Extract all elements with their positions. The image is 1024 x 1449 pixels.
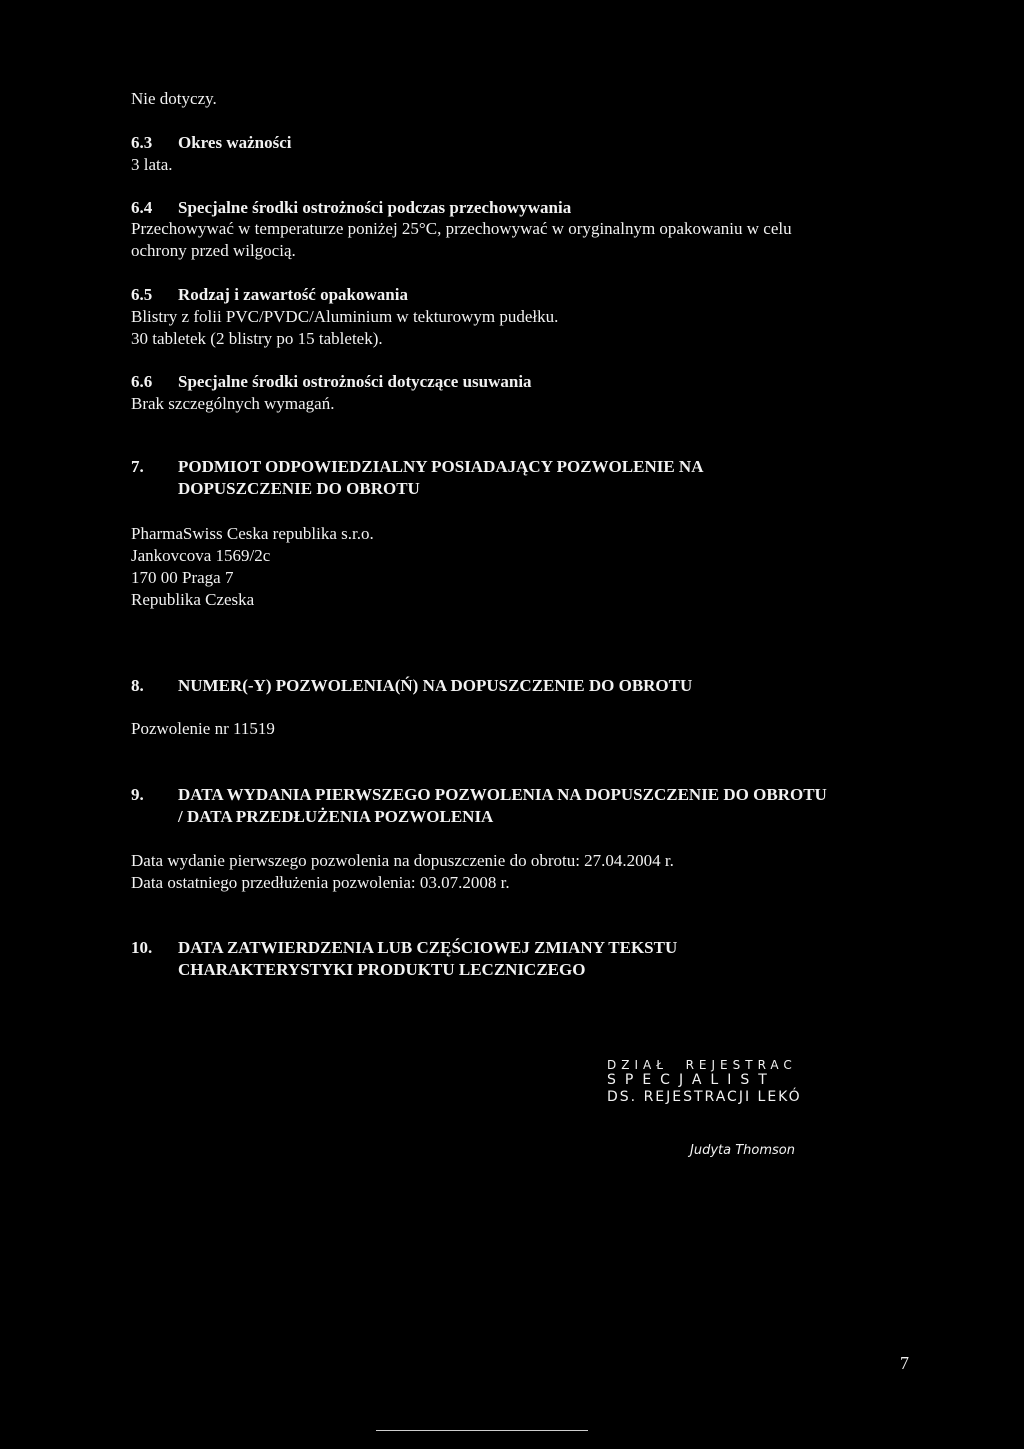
- stamp-line-2: SPECJALIST: [607, 1072, 776, 1088]
- section-8-number: 8.: [131, 676, 144, 695]
- section-7-number: 7.: [131, 457, 144, 476]
- stamp-line-1: DZIAŁ REJESTRAC: [607, 1058, 797, 1072]
- section-8-text: Pozwolenie nr 11519: [131, 719, 275, 738]
- holder-city: 170 00 Praga 7: [131, 568, 234, 587]
- section-6-5-text-line-1: Blistry z folii PVC/PVDC/Aluminium w tekturowym pudełku.: [131, 307, 559, 326]
- holder-company: PharmaSwiss Ceska republika s.r.o.: [131, 524, 374, 543]
- section-6-5-heading: Rodzaj i zawartość opakowania: [178, 285, 408, 304]
- section-7-heading-line-2: DOPUSZCZENIE DO OBROTU: [178, 479, 420, 498]
- first-authorisation-date: Data wydanie pierwszego pozwolenia na dopuszczenie do obrotu: 27.04.2004 r.: [131, 851, 674, 870]
- section-6-4-text-line-2: ochrony przed wilgocią.: [131, 241, 296, 260]
- section-6-5-number: 6.5: [131, 285, 153, 304]
- section-6-6-number: 6.6: [131, 372, 153, 391]
- intro-text: Nie dotyczy.: [131, 89, 217, 108]
- section-6-4-number: 6.4: [131, 198, 153, 217]
- section-6-4-text-line-1: Przechowywać w temperaturze poniżej 25°C, przechowywać w oryginalnym opakowaniu w celu: [131, 219, 792, 238]
- signature: Judyta Thomson: [690, 1143, 795, 1158]
- section-7-heading-line-1: PODMIOT ODPOWIEDZIALNY POSIADAJĄCY POZWOLENIE NA: [178, 457, 704, 476]
- section-6-4-heading: Specjalne środki ostrożności podczas przechowywania: [178, 198, 572, 217]
- section-8-heading: NUMER(-Y) POZWOLENIA(Ń) NA DOPUSZCZENIE DO OBROTU: [178, 676, 693, 695]
- renewal-date: Data ostatniego przedłużenia pozwolenia: 03.07.2008 r.: [131, 873, 510, 892]
- section-6-6-text: Brak szczególnych wymagań.: [131, 394, 335, 413]
- holder-country: Republika Czeska: [131, 590, 255, 609]
- section-9-number: 9.: [131, 785, 144, 804]
- stamp-line-3: DS. REJESTRACJI LEKÓ: [607, 1089, 802, 1105]
- section-6-3-text: 3 lata.: [131, 155, 173, 174]
- section-6-6-heading: Specjalne środki ostrożności dotyczące usuwania: [178, 372, 532, 391]
- section-6-3-number: 6.3: [131, 133, 153, 152]
- section-10-heading-line-2: CHARAKTERYSTYKI PRODUKTU LECZNICZEGO: [178, 960, 586, 979]
- footer-divider: [376, 1430, 588, 1431]
- section-9-heading-line-1: DATA WYDANIA PIERWSZEGO POZWOLENIA NA DOPUSZCZENIE DO OBROTU: [178, 785, 827, 804]
- section-10-number: 10.: [131, 938, 153, 957]
- section-6-5-text-line-2: 30 tabletek (2 blistry po 15 tabletek).: [131, 329, 383, 348]
- section-10-heading-line-1: DATA ZATWIERDZENIA LUB CZĘŚCIOWEJ ZMIANY TEKSTU: [178, 938, 678, 957]
- section-9-heading-line-2: / DATA PRZEDŁUŻENIA POZWOLENIA: [178, 807, 494, 826]
- section-6-3-heading: Okres ważności: [178, 133, 292, 152]
- holder-street: Jankovcova 1569/2c: [131, 546, 271, 565]
- page-number: 7: [900, 1353, 909, 1373]
